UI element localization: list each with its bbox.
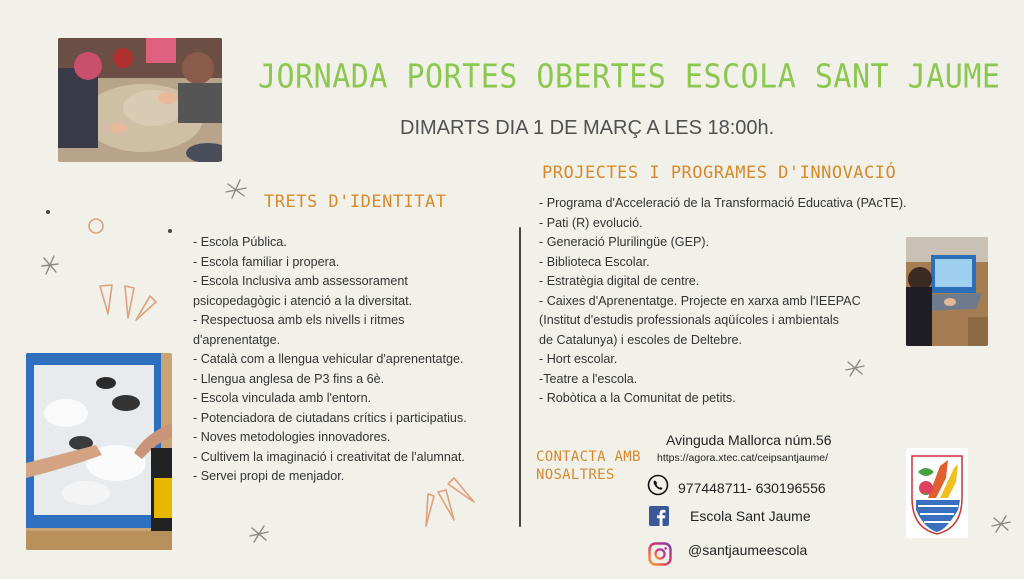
identity-list: [193, 233, 467, 487]
list-item: d'aprenentatge.: [193, 332, 281, 347]
children-sand-photo: [58, 38, 222, 162]
list-item: de Catalunya) i escoles de Deltebre.: [539, 332, 743, 347]
contact-heading-line2: NOSALTRES: [536, 467, 615, 483]
list-item: - Llengua anglesa de P3 fins a 6è.: [193, 371, 385, 386]
facebook-icon[interactable]: [649, 506, 669, 526]
list-item: - Escola Inclusiva amb assessorament: [193, 274, 408, 288]
instagram-icon[interactable]: [648, 542, 672, 566]
list-item: - Robòtica a la Comunitat de petits.: [539, 391, 736, 405]
list-item: - Cultivem la imaginació i creativitat de l'alumnat.: [193, 449, 465, 464]
identity-heading: TRETS D'IDENTITAT: [264, 192, 447, 212]
school-logo: [906, 448, 968, 538]
contact-heading: [536, 448, 641, 484]
list-item: - Respectuosa amb els nivells i ritmes: [193, 313, 405, 327]
website-link[interactable]: https://agora.xtec.cat/ceipsantjaume/: [657, 452, 829, 464]
list-item: psicopedagògic i atenció a la diversitat.: [193, 293, 413, 308]
list-item: - Hort escolar.: [539, 352, 618, 366]
instagram-handle[interactable]: @santjaumeescola: [688, 542, 808, 558]
phone-icon: [647, 474, 669, 496]
column-divider: [519, 227, 521, 527]
list-item: - Català com a llengua vehicular d'aprenentatge.: [193, 352, 464, 366]
list-item: - Escola familiar i propera.: [193, 254, 340, 269]
contact-heading-line1: CONTACTA AMB: [536, 449, 641, 465]
address: Avinguda Mallorca núm.56: [666, 432, 832, 448]
list-item: - Potenciadora de ciutadans crítics i participatius.: [193, 410, 467, 425]
list-item: (Institut d'estudis professionals aqüícoles i ambientals: [539, 313, 839, 327]
sensory-tray-photo: [26, 353, 172, 550]
list-item: - Estratègia digital de centre.: [539, 274, 700, 288]
list-item: - Biblioteca Escolar.: [539, 254, 650, 269]
facebook-label[interactable]: Escola Sant Jaume: [690, 508, 811, 524]
list-item: -Teatre a l'escola.: [539, 371, 638, 386]
page-title: JORNADA PORTES OBERTES ESCOLA SANT JAUME: [258, 58, 1001, 97]
child-laptop-photo: [906, 237, 988, 346]
list-item: - Generació Plurilingüe (GEP).: [539, 235, 710, 249]
phone-numbers[interactable]: 977448711- 630196556: [678, 480, 826, 496]
list-item: - Noves metodologies innovadores.: [193, 430, 391, 444]
list-item: - Programa d'Acceleració de la Transformació Educativa (PAcTE).: [539, 196, 907, 210]
list-item: - Servei propi de menjador.: [193, 469, 345, 483]
projects-heading: PROJECTES I PROGRAMES D'INNOVACIÓ: [542, 163, 897, 183]
projects-list: [539, 194, 907, 409]
list-item: - Caixes d'Aprenentatge. Projecte en xarxa amb l'IEEPAC: [539, 293, 861, 308]
list-item: - Escola vinculada amb l'entorn.: [193, 391, 372, 405]
list-item: - Escola Pública.: [193, 235, 287, 249]
list-item: - Pati (R) evolució.: [539, 215, 643, 230]
event-date: DIMARTS DIA 1 DE MARÇ A LES 18:00h.: [400, 117, 775, 139]
